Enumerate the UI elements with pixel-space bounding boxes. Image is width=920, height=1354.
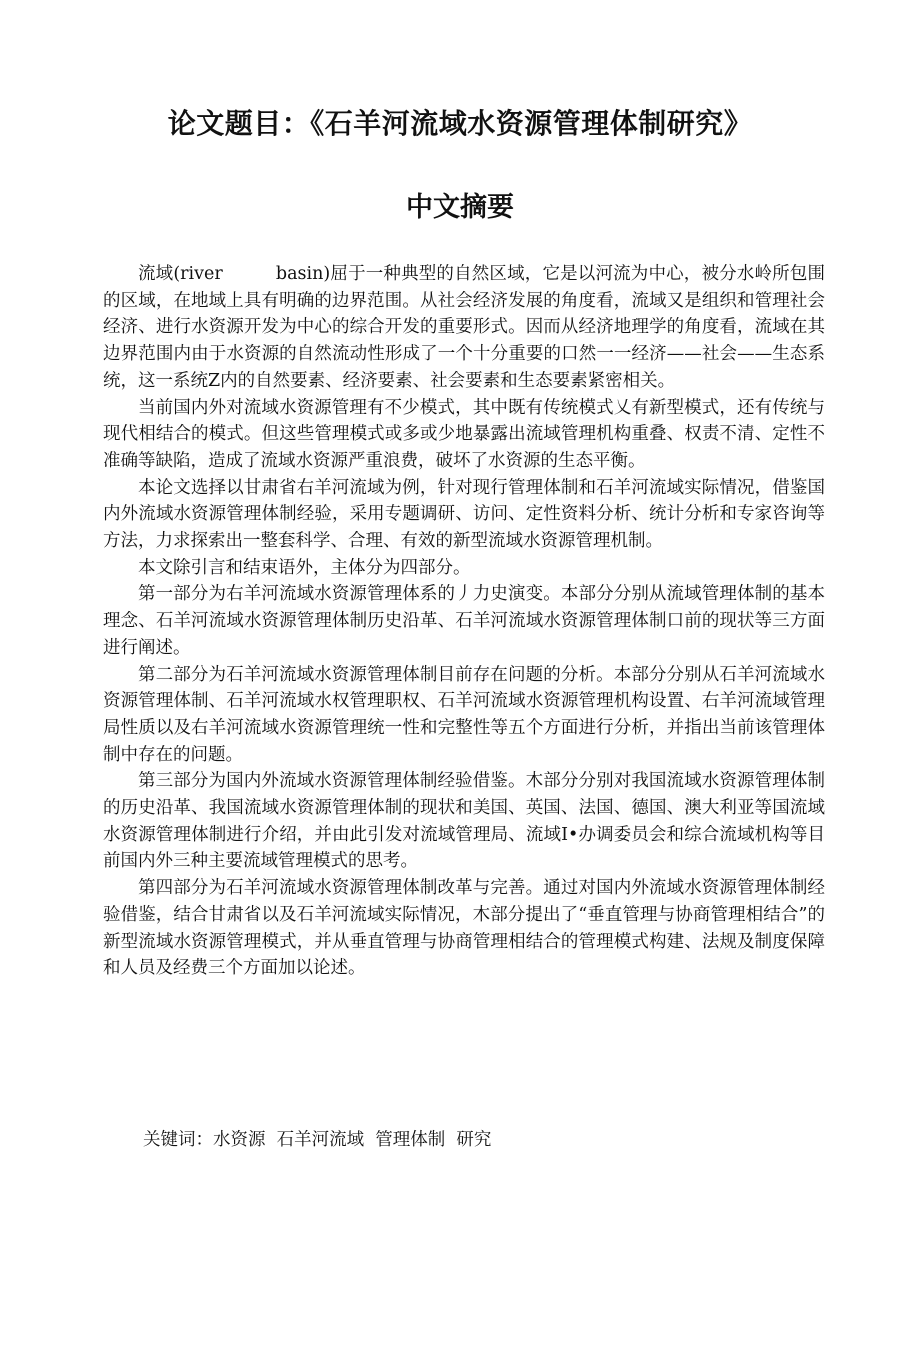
keywords-label: 关键词： (143, 1130, 213, 1150)
abstract-paragraph: 第四部分为石羊河流域水资源管理体制改革与完善。通过对国内外流域水资源管理体制经验借鉴，结合甘肃省以及石羊河流域实际情况，木部分提出了“垂直管理与协商管理相结合”的新型流域水资源管理模式，并从垂直管理与协商管理相结合的管理模式构建、法规及制度保障和人员及经费三个方面加以论述。 (103, 878, 825, 979)
abstract-paragraph: 流域(river basin)屈于一种典型的自然区域，它是以河流为中心，被分水岭所包围的区域，在地域上具有明确的边界范围。从社会经济发展的角度看，流域又是组织和管理社会经济、进行水资源开发为中心的综合开发的重要形式。因而从经济地理学的角度看，流域在其边界范围内由于水资源的自然流动性形成了一个十分重要的口然一一经济——社会——生态系统，这一系统Z内的自然要素、经济要素、社会要素和生态要素紧密相关。 (103, 264, 825, 391)
keyword: 管理体制 (375, 1130, 446, 1150)
abstract-paragraph: 第三部分为国内外流域水资源管理体制经验借鉴。木部分分别对我国流域水资源管理体制的历史沿革、我国流域水资源管理体制的现状和美国、英国、法国、德国、澳大利亚等国流域水资源管理体制进行介绍，并由此引发对流域管理局、流域I•办调委员会和综合流域机构等目前国内外三种主要流域管理模式的思考。 (103, 771, 825, 872)
abstract-paragraph: 第一部分为右羊河流域水资源管理体系的丿力史演变。本部分分别从流域管理体制的基本理念、石羊河流域水资源管理体制历史沿革、石羊河流域水资源管理体制口前的现状等三方面进行阐述。 (103, 584, 825, 658)
abstract-paragraph: 当前国内外对流域水资源管理有不少模式，其中既有传统模式乂有新型模式，还有传统与现代相结合的模式。但这些管理模式或多或少地暴露出流域管理机构重叠、权责不清、定性不准确等缺陷，造成了流域水资源严重浪费，破坏了水资源的生态平衡。 (103, 397, 825, 471)
abstract-paragraph: 本论文选择以甘肃省右羊河流域为例，针对现行管理体制和石羊河流域实际情况，借鉴国内外流域水资源管理体制经验，采用专题调研、访问、定性资料分析、统计分析和专家咨询等方法，力求探索出一整套科学、合理、有效的新型流域水资源管理机制。 (103, 477, 825, 552)
thesis-title: 论文题目：《石羊河流域水资源管理体制研究》 (167, 107, 753, 140)
abstract-paragraph: 第二部分为石羊河流域水资源管理体制目前存在问题的分析。本部分分别从石羊河流域水资源管理体制、石羊河流域水权管理职权、石羊河流域水资源管理机构设置、右羊河流域管理局性质以及右羊河流域水资源管理统一性和完整性等五个方面进行分析，并指出当前该管理体制中存在的问题。 (103, 664, 825, 765)
keyword: 石羊河流域 (276, 1130, 365, 1150)
abstract-heading: 中文摘要 (406, 192, 514, 223)
abstract-body (103, 261, 825, 982)
abstract-paragraph: 本文除引言和结束语外，主体分为四部分。 (138, 557, 471, 578)
keyword: 研究 (456, 1130, 492, 1150)
keywords-line (143, 1126, 843, 1154)
keyword: 水资源 (213, 1130, 266, 1150)
